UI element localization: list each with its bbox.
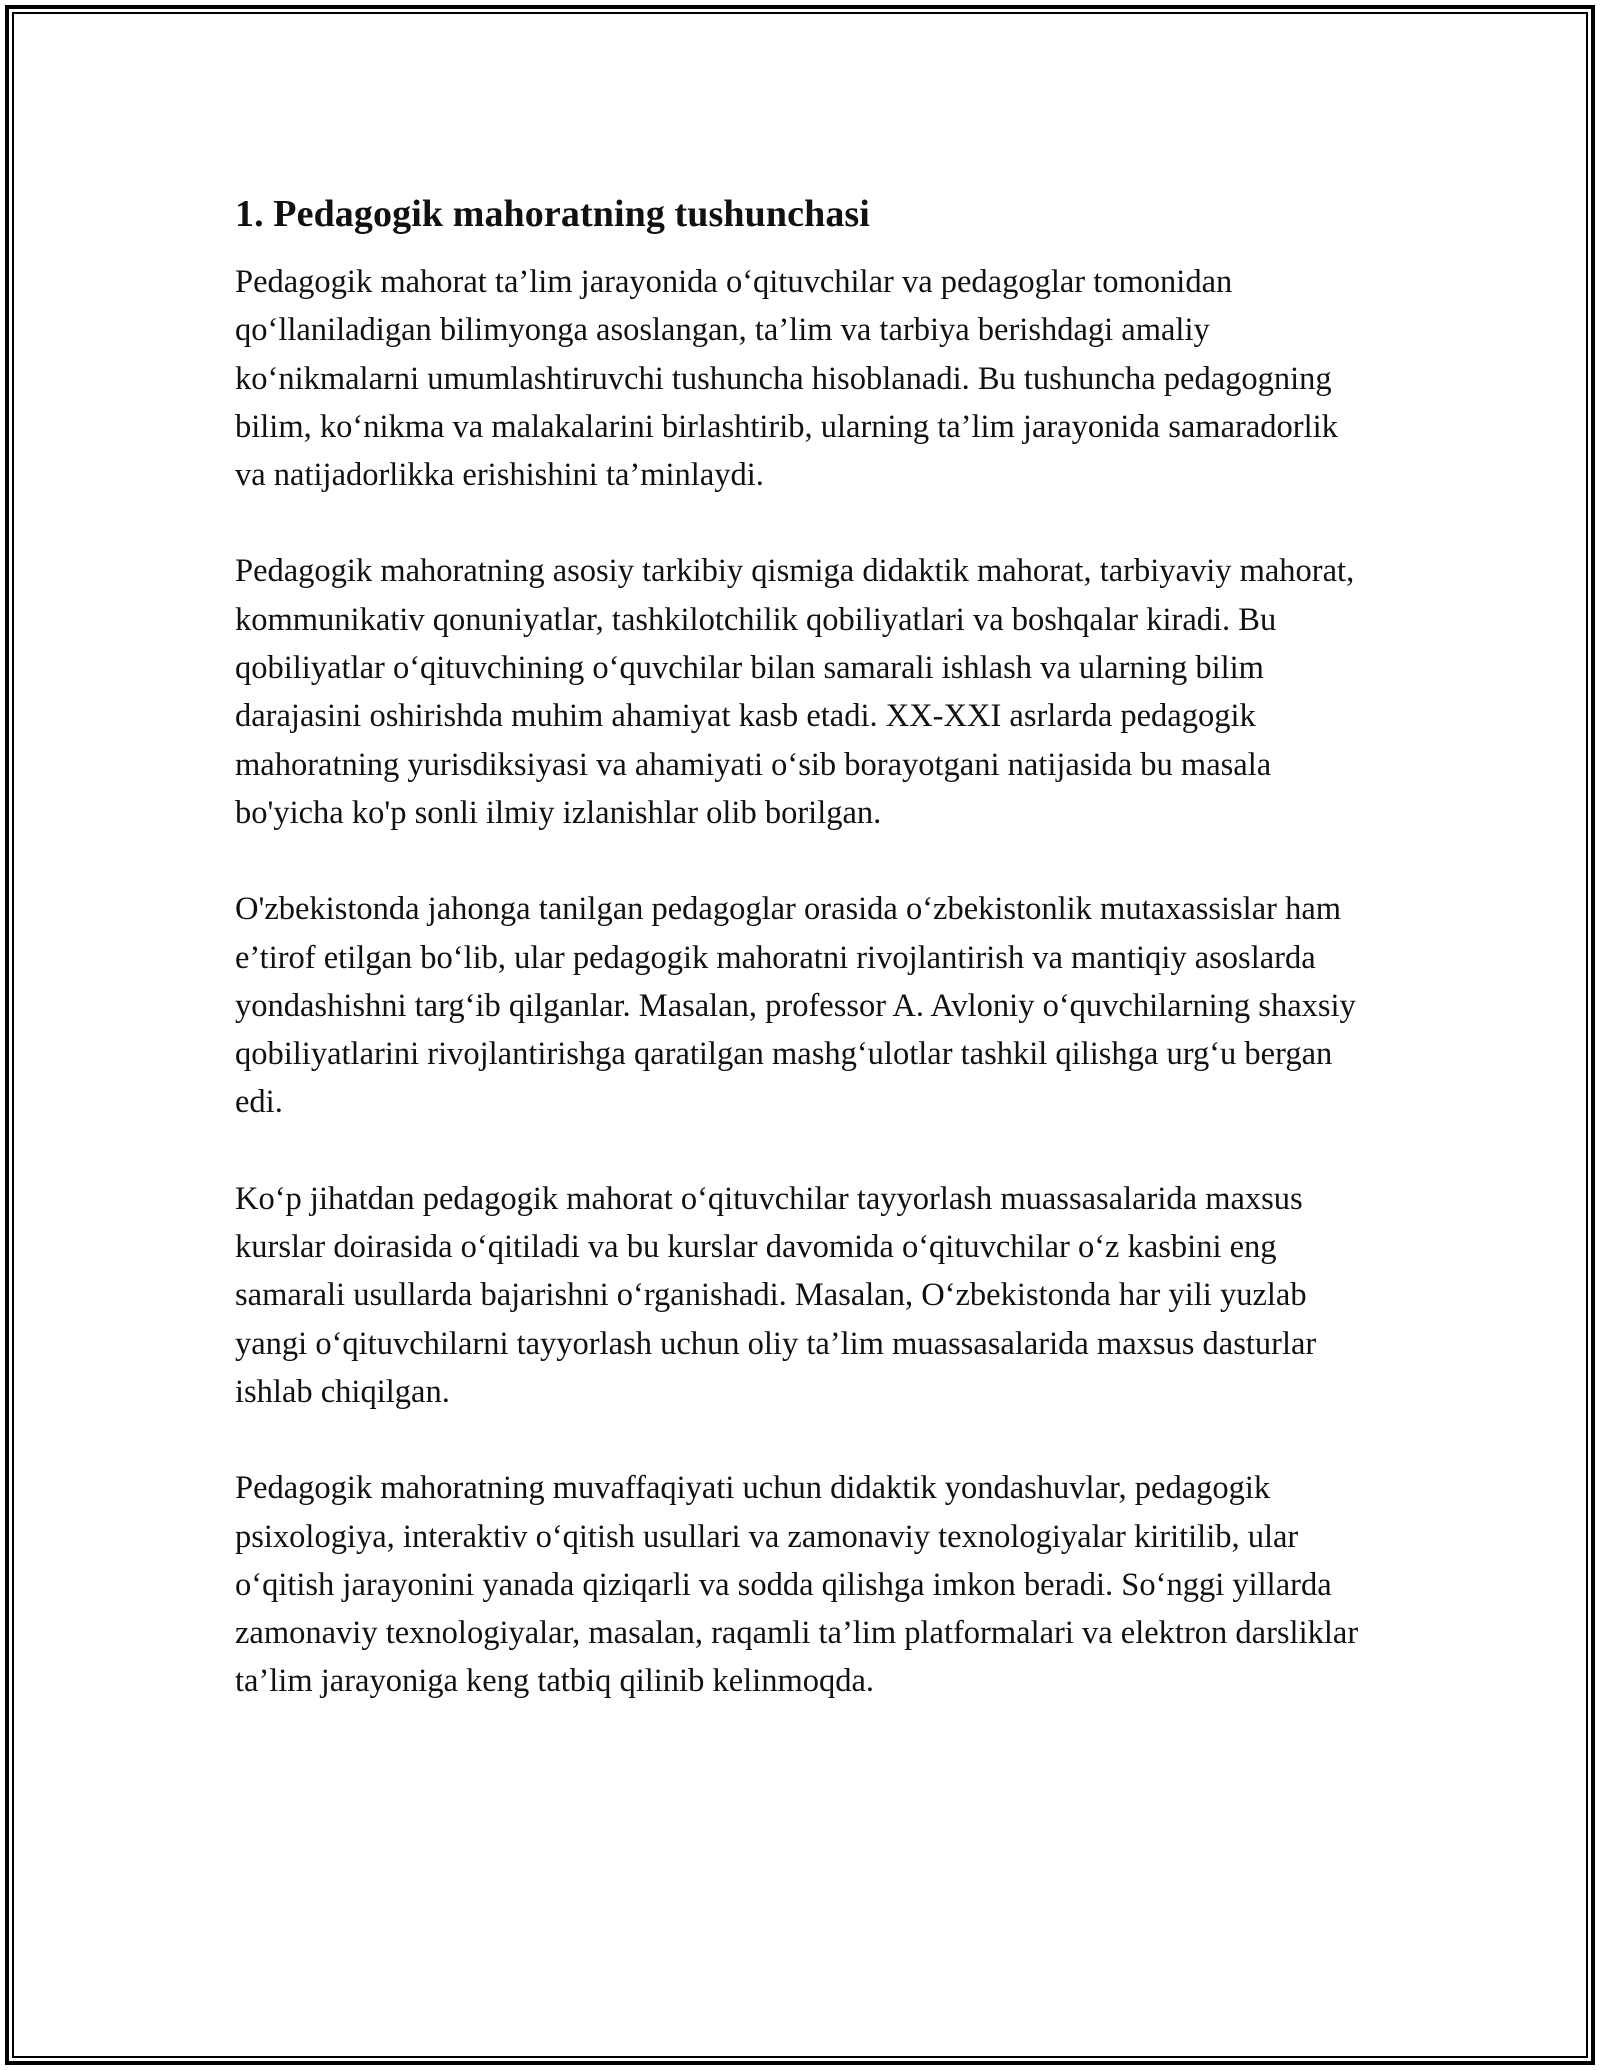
paragraph-1: Pedagogik mahorat ta’lim jarayonida o‘qituvchilar va pedagoglar tomonidan qo‘llaniladigan bilimyonga asoslangan, ta’lim va tarbiya berishdagi amaliy ko‘nikmalarni umumlashtiruvchi tushuncha hisoblanadi. Bu tushuncha pedagogning bilim, ko‘nikma va malakalarini birlashtirib, ularning ta’lim jarayonida samaradorlik va natijadorlikka erishishini ta’minlaydi. — [235, 264, 1338, 494]
paragraph-4: Ko‘p jihatdan pedagogik mahorat o‘qituvchilar tayyorlash muassasalarida maxsus kurslar doirasida o‘qitiladi va bu kurslar davomida o‘qituvchilar o‘z kasbini eng samarali usullarda bajarishni o‘rganishadi. Masalan, O‘zbekistonda har yili yuzlab yangi o‘qituvchilarni tayyorlash uchun oliy ta’lim muassasalarida maxsus dasturlar ishlab chiqilgan. — [235, 1180, 1317, 1410]
paragraph-3: O'zbekistonda jahonga tanilgan pedagoglar orasida o‘zbekistonlik mutaxassislar ham e’tirof etilgan bo‘lib, ular pedagogik mahoratni rivojlantirish va mantiqiy asoslarda yondashishni targ‘ib qilganlar. Masalan, professor A. Avloniy o‘quvchilarning shaxsiy qobiliyatlarini rivojlantirishga qaratilgan mashg‘ulotlar tashkil qilishga urg‘u bergan edi. — [235, 891, 1356, 1121]
document-body — [235, 186, 1365, 1706]
paragraph-5: Pedagogik mahoratning muvaffaqiyati uchun didaktik yondashuvlar, pedagogik psixologiya, interaktiv o‘qitish usullari va zamonaviy texnologiyalar kiritilib, ular o‘qitish jarayonini yanada qiziqarli va sodda qilishga imkon beradi. So‘nggi yillarda zamonaviy texnologiyalar, masalan, raqamli ta’lim platformalari va elektron darsliklar ta’lim jarayoniga keng tatbiq qilinib kelinmoqda. — [235, 1470, 1359, 1700]
paragraph-2: Pedagogik mahoratning asosiy tarkibiy qismiga didaktik mahorat, tarbiyaviy mahorat, kommunikativ qonuniyatlar, tashkilotchilik qobiliyatlari va boshqalar kiradi. Bu qobiliyatlar o‘qituvchining o‘quvchilar bilan samarali ishlash va ularning bilim darajasini oshirishda muhim ahamiyat kasb etadi. XX-XXI asrlarda pedagogik mahoratning yurisdiksiyasi va ahamiyati o‘sib borayotgani natijasida bu masala bo'yicha ko'p sonli ilmiy izlanishlar olib borilgan. — [235, 553, 1355, 831]
section-heading: 1. Pedagogik mahoratning tushunchasi — [235, 193, 870, 235]
